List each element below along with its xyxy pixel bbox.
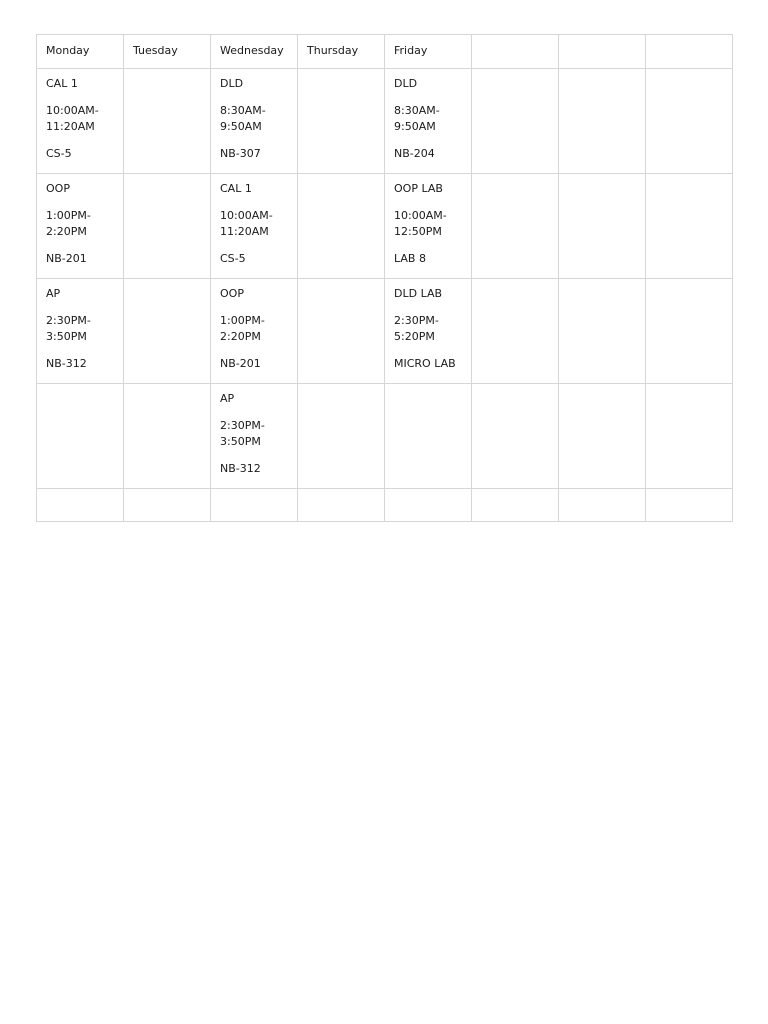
class-room: NB-307 [220, 147, 261, 160]
header-row [37, 35, 733, 69]
table-cell [37, 69, 124, 174]
table-cell [37, 489, 124, 522]
table-cell [559, 384, 646, 489]
table-row [37, 384, 733, 489]
class-room: NB-201 [220, 357, 261, 370]
class-entry [394, 181, 462, 267]
class-room: CS-5 [220, 252, 246, 265]
course-name: DLD [220, 77, 244, 90]
table-cell [646, 174, 733, 279]
class-time: 8:30AM- 9:50AM [220, 104, 266, 133]
class-time: 1:00PM- 2:20PM [46, 209, 91, 238]
course-name: AP [46, 287, 61, 300]
class-entry [46, 76, 114, 162]
table-cell [124, 174, 211, 279]
class-time: 1:00PM- 2:20PM [220, 314, 265, 343]
table-cell [472, 279, 559, 384]
table-cell [646, 384, 733, 489]
class-time: 8:30AM- 9:50AM [394, 104, 440, 133]
table-cell [559, 69, 646, 174]
table-cell [559, 489, 646, 522]
course-name: OOP [220, 287, 244, 300]
header-empty-6 [472, 35, 559, 69]
course-name: AP [220, 392, 235, 405]
table-cell [385, 69, 472, 174]
table-cell [385, 279, 472, 384]
class-room: LAB 8 [394, 252, 426, 265]
class-entry [394, 76, 462, 162]
course-name: OOP [46, 182, 70, 195]
timetable-body [37, 69, 733, 522]
header-empty-7 [559, 35, 646, 69]
class-time: 10:00AM- 12:50PM [394, 209, 447, 238]
table-cell [298, 279, 385, 384]
course-name: CAL 1 [220, 182, 252, 195]
class-entry [220, 391, 288, 477]
table-cell [124, 489, 211, 522]
course-name: DLD [394, 77, 418, 90]
table-cell [211, 279, 298, 384]
table-cell [385, 489, 472, 522]
header-monday: Monday [37, 35, 124, 69]
table-row [37, 174, 733, 279]
table-cell [298, 174, 385, 279]
table-cell [559, 279, 646, 384]
table-cell [646, 69, 733, 174]
header-thursday: Thursday [298, 35, 385, 69]
class-entry [220, 76, 288, 162]
table-cell [211, 174, 298, 279]
class-room: NB-312 [220, 462, 261, 475]
class-room: NB-204 [394, 147, 435, 160]
table-cell [385, 174, 472, 279]
class-time: 2:30PM- 3:50PM [220, 419, 265, 448]
class-room: MICRO LAB [394, 357, 456, 370]
table-cell [472, 384, 559, 489]
table-cell [37, 174, 124, 279]
table-cell [472, 489, 559, 522]
table-cell [37, 279, 124, 384]
table-cell [646, 489, 733, 522]
table-cell [124, 69, 211, 174]
header-tuesday: Tuesday [124, 35, 211, 69]
table-cell [472, 174, 559, 279]
table-cell [37, 384, 124, 489]
class-time: 10:00AM- 11:20AM [220, 209, 273, 238]
class-time: 10:00AM- 11:20AM [46, 104, 99, 133]
table-cell [646, 279, 733, 384]
class-room: CS-5 [46, 147, 72, 160]
table-cell [124, 279, 211, 384]
course-name: DLD LAB [394, 287, 443, 300]
class-time: 2:30PM- 5:20PM [394, 314, 439, 343]
class-time: 2:30PM- 3:50PM [46, 314, 91, 343]
table-cell [211, 489, 298, 522]
header-friday: Friday [385, 35, 472, 69]
class-entry [46, 286, 114, 372]
table-cell [298, 384, 385, 489]
class-room: NB-312 [46, 357, 87, 370]
table-cell [298, 489, 385, 522]
class-entry [220, 286, 288, 372]
table-cell [211, 69, 298, 174]
table-row [37, 69, 733, 174]
weekly-timetable [36, 34, 733, 522]
table-cell [298, 69, 385, 174]
course-name: CAL 1 [46, 77, 78, 90]
table-cell [559, 174, 646, 279]
header-wednesday: Wednesday [211, 35, 298, 69]
header-empty-8 [646, 35, 733, 69]
course-name: OOP LAB [394, 182, 443, 195]
table-cell [124, 384, 211, 489]
class-entry [46, 181, 114, 267]
table-row-empty [37, 489, 733, 522]
table-cell [472, 69, 559, 174]
table-cell [385, 384, 472, 489]
table-cell [211, 384, 298, 489]
class-entry [394, 286, 462, 372]
table-row [37, 279, 733, 384]
class-entry [220, 181, 288, 267]
class-room: NB-201 [46, 252, 87, 265]
